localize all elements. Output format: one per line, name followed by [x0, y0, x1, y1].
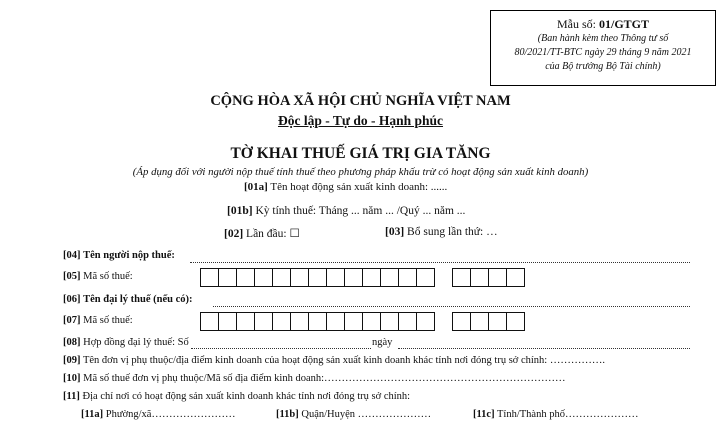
- contract-number-input[interactable]: [191, 348, 371, 349]
- field-11: [63, 391, 410, 402]
- field-01a: [244, 181, 447, 193]
- form-issuance-line1: (Ban hành kèm theo Thông tư số: [537, 33, 669, 44]
- agent-tax-code-cell[interactable]: [200, 312, 219, 331]
- form-code-line: [491, 17, 715, 32]
- agent-tax-code-cell[interactable]: [308, 312, 327, 331]
- agent-tax-code-cell[interactable]: [254, 312, 273, 331]
- agent-tax-code-suffix-cell[interactable]: [488, 312, 507, 331]
- field-01b: [227, 205, 465, 217]
- first-time-checkbox[interactable]: ☐: [289, 228, 300, 240]
- tax-code-cell[interactable]: [398, 268, 417, 287]
- agent-tax-code-suffix-cell[interactable]: [470, 312, 489, 331]
- field-05: [63, 271, 133, 282]
- agent-tax-code-cell[interactable]: [236, 312, 255, 331]
- contract-date-input[interactable]: [398, 348, 690, 349]
- agent-tax-code-cell[interactable]: [218, 312, 237, 331]
- page-subtitle: (Áp dụng đối với người nộp thuế tính thuế theo phương pháp khấu trừ có hoạt động sản xuất kinh doanh): [132, 166, 589, 178]
- field-11b: [276, 409, 431, 420]
- tax-code-cell[interactable]: [236, 268, 255, 287]
- agent-tax-code-cell[interactable]: [344, 312, 363, 331]
- tax-code-cell[interactable]: [380, 268, 399, 287]
- tax-code-cell[interactable]: [416, 268, 435, 287]
- field-01a-code: [01a]: [244, 181, 268, 193]
- field-11-code: [11]: [63, 391, 80, 402]
- field-08-date-label: ngày: [372, 337, 393, 348]
- field-11a-label: Phường/xã……………………: [105, 409, 236, 420]
- tax-code-cell[interactable]: [362, 268, 381, 287]
- field-11a: [81, 409, 235, 420]
- field-01b-code: [01b]: [227, 205, 253, 217]
- field-05-label: Mã số thuế:: [83, 271, 133, 282]
- form-issuance-line3: của Bộ trưởng Bộ Tài chính): [545, 61, 661, 72]
- field-11c-label: Tỉnh/Thành phố…………………: [497, 409, 639, 420]
- field-09: [63, 355, 605, 366]
- tax-code-cell[interactable]: [326, 268, 345, 287]
- agent-tax-code-cell[interactable]: [272, 312, 291, 331]
- tax-code-suffix-cell[interactable]: [452, 268, 471, 287]
- field-11b-label: Quận/Huyện …………………: [301, 409, 432, 420]
- field-11-label: Địa chỉ nơi có hoạt động sản xuất kinh doanh khác tỉnh nơi đóng trụ sở chính:: [82, 391, 411, 402]
- country-header: CỘNG HÒA XÃ HỘI CHỦ NGHĨA VIỆT NAM: [210, 93, 511, 109]
- field-06-code: [06]: [63, 294, 81, 305]
- field-10-label: Mã số thuế đơn vị phụ thuộc/Mã số địa điểm kinh doanh:……………………………………………………………: [83, 373, 566, 384]
- page-title: TỜ KHAI THUẾ GIÁ TRỊ GIA TĂNG: [230, 145, 491, 162]
- form-code-value: 01/GTGT: [598, 17, 649, 31]
- field-05-code: [05]: [63, 271, 81, 282]
- agent-tax-code-cell[interactable]: [398, 312, 417, 331]
- tax-agent-name-input[interactable]: [213, 306, 690, 307]
- field-02-text: Lần đầu:: [246, 228, 287, 240]
- field-09-label: Tên đơn vị phụ thuộc/địa điểm kinh doanh của hoạt động sản xuất kinh doanh khác tỉnh nơi đóng trụ sở chính: …………….: [82, 355, 605, 366]
- taxpayer-name-input[interactable]: [190, 262, 690, 263]
- field-08-code: [08]: [63, 337, 81, 348]
- field-08-label: Hợp đồng đại lý thuế: Số: [83, 337, 189, 348]
- tax-code-suffix-cell[interactable]: [506, 268, 525, 287]
- tax-code-cell[interactable]: [254, 268, 273, 287]
- tax-code-cell[interactable]: [272, 268, 291, 287]
- agent-tax-code-cell[interactable]: [416, 312, 435, 331]
- field-08: [63, 337, 189, 348]
- form-issuance-line2: 80/2021/TT-BTC ngày 29 tháng 9 năm 2021: [514, 47, 692, 58]
- field-06: [63, 294, 193, 305]
- field-03-code: [03]: [385, 226, 405, 238]
- tax-code-cell[interactable]: [308, 268, 327, 287]
- field-10-code: [10]: [63, 373, 81, 384]
- field-11a-code: [11a]: [81, 409, 104, 420]
- field-07-code: [07]: [63, 315, 81, 326]
- tax-code-cell[interactable]: [200, 268, 219, 287]
- agent-tax-code-suffix-cell[interactable]: [506, 312, 525, 331]
- field-02: [224, 226, 300, 240]
- field-11c-code: [11c]: [473, 409, 495, 420]
- field-11c: [473, 409, 638, 420]
- tax-code-cell[interactable]: [290, 268, 309, 287]
- form-code-label: Mẫu số:: [556, 17, 596, 31]
- field-07: [63, 315, 133, 326]
- field-01b-text: Kỳ tính thuế: Tháng ... năm ... /Quý ... năm ...: [255, 205, 466, 217]
- tax-code-suffix-cell[interactable]: [488, 268, 507, 287]
- agent-tax-code-cell[interactable]: [380, 312, 399, 331]
- field-07-label: Mã số thuế:: [83, 315, 133, 326]
- field-04: [63, 250, 175, 261]
- agent-tax-code-cell[interactable]: [290, 312, 309, 331]
- form-code-box: [490, 10, 716, 86]
- agent-tax-code-cell[interactable]: [362, 312, 381, 331]
- tax-code-cell[interactable]: [344, 268, 363, 287]
- field-04-code: [04]: [63, 250, 81, 261]
- field-01a-text: Tên hoạt động sản xuất kinh doanh: ......: [270, 181, 448, 193]
- tax-code-cell[interactable]: [218, 268, 237, 287]
- field-06-label: Tên đại lý thuế (nếu có):: [83, 294, 193, 305]
- agent-tax-code-suffix-cell[interactable]: [452, 312, 471, 331]
- field-03-text: Bổ sung lần thứ: …: [407, 226, 498, 238]
- field-02-code: [02]: [224, 228, 244, 240]
- field-03: [385, 226, 498, 238]
- national-motto: Độc lập - Tự do - Hạnh phúc: [277, 113, 444, 128]
- field-11b-code: [11b]: [276, 409, 299, 420]
- field-04-label: Tên người nộp thuế:: [83, 250, 175, 261]
- field-09-code: [09]: [63, 355, 81, 366]
- agent-tax-code-cell[interactable]: [326, 312, 345, 331]
- tax-code-suffix-cell[interactable]: [470, 268, 489, 287]
- field-10: [63, 373, 566, 384]
